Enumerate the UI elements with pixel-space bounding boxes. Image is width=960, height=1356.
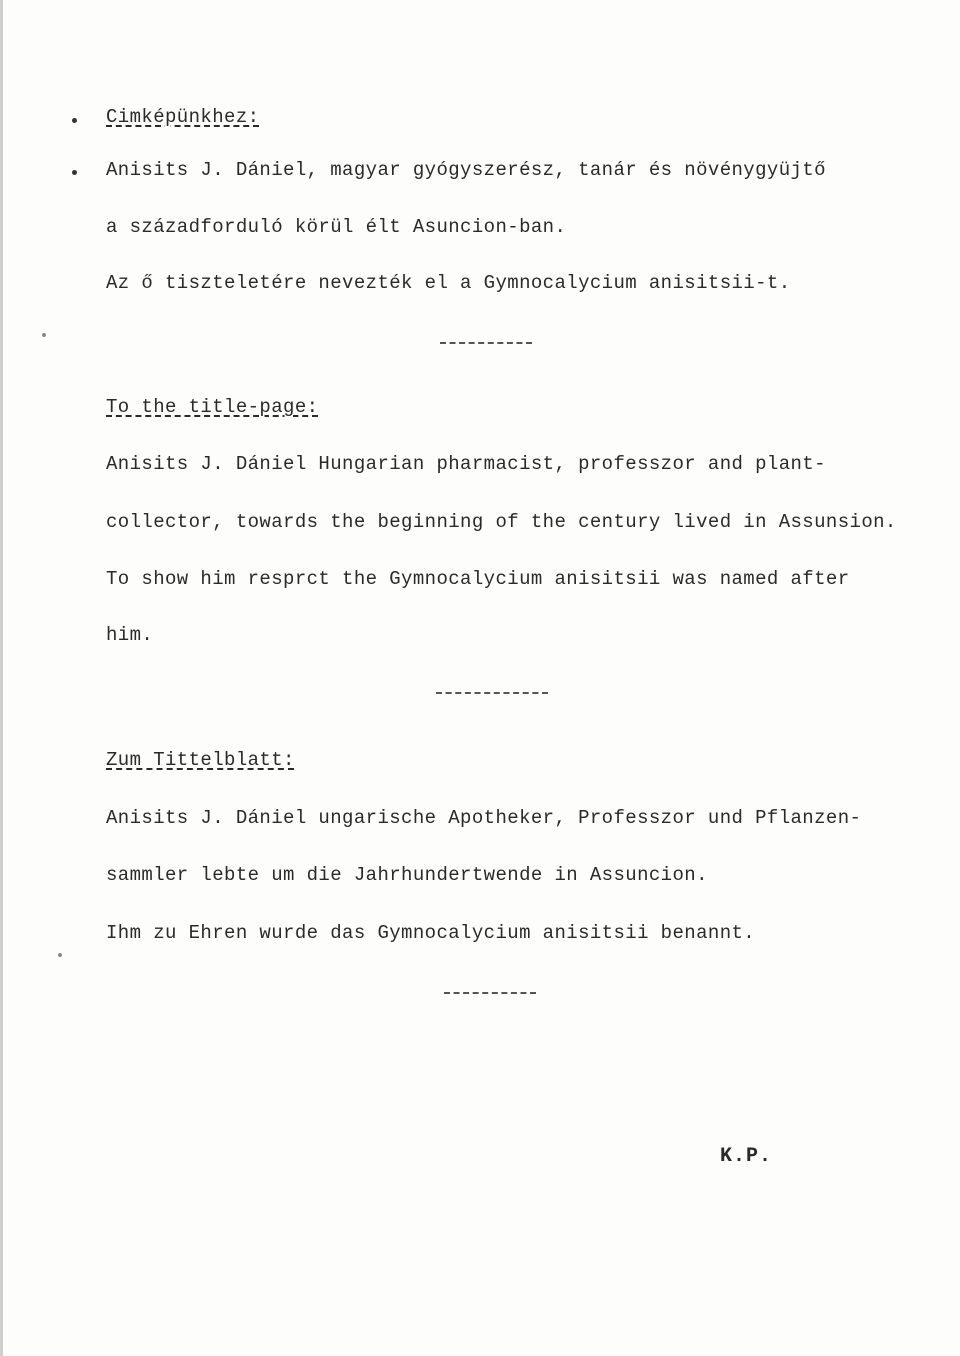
- heading-hungarian: Cimképünkhez:: [106, 106, 260, 128]
- german-line-2: sammler lebte um die Jahrhundertwende in Assuncion.: [106, 864, 708, 886]
- signature-initials: K.P.: [720, 1145, 773, 1168]
- hungarian-line-2: a századforduló körül élt Asuncion-ban.: [106, 216, 567, 238]
- section-divider: [444, 992, 536, 994]
- paper-speck: [42, 333, 46, 337]
- english-line-2: collector, towards the beginning of the century lived in Assunsion.: [106, 511, 897, 533]
- hungarian-line-3: Az ő tiszteletére nevezték el a Gymnocalycium anisitsii-t.: [106, 272, 791, 294]
- english-line-1: Anisits J. Dániel Hungarian pharmacist, professzor and plant-: [106, 453, 826, 475]
- hungarian-line-1: Anisits J. Dániel, magyar gyógyszerész, tanár és növénygyüjtő: [106, 159, 826, 181]
- english-line-4: him.: [106, 624, 154, 646]
- heading-english: To the title-page:: [106, 396, 319, 418]
- heading-german: Zum Tittelblatt:: [106, 749, 295, 771]
- german-line-1: Anisits J. Dániel ungarische Apotheker, Professzor und Pflanzen-: [106, 807, 862, 829]
- margin-mark: [72, 170, 77, 175]
- paper-edge: [0, 0, 3, 1356]
- section-divider: [436, 692, 548, 694]
- section-divider: [440, 342, 532, 344]
- margin-mark: [72, 118, 77, 123]
- paper-speck: [58, 953, 62, 957]
- english-line-3: To show him resprct the Gymnocalycium anisitsii was named after: [106, 568, 850, 590]
- german-line-3: Ihm zu Ehren wurde das Gymnocalycium anisitsii benannt.: [106, 922, 756, 944]
